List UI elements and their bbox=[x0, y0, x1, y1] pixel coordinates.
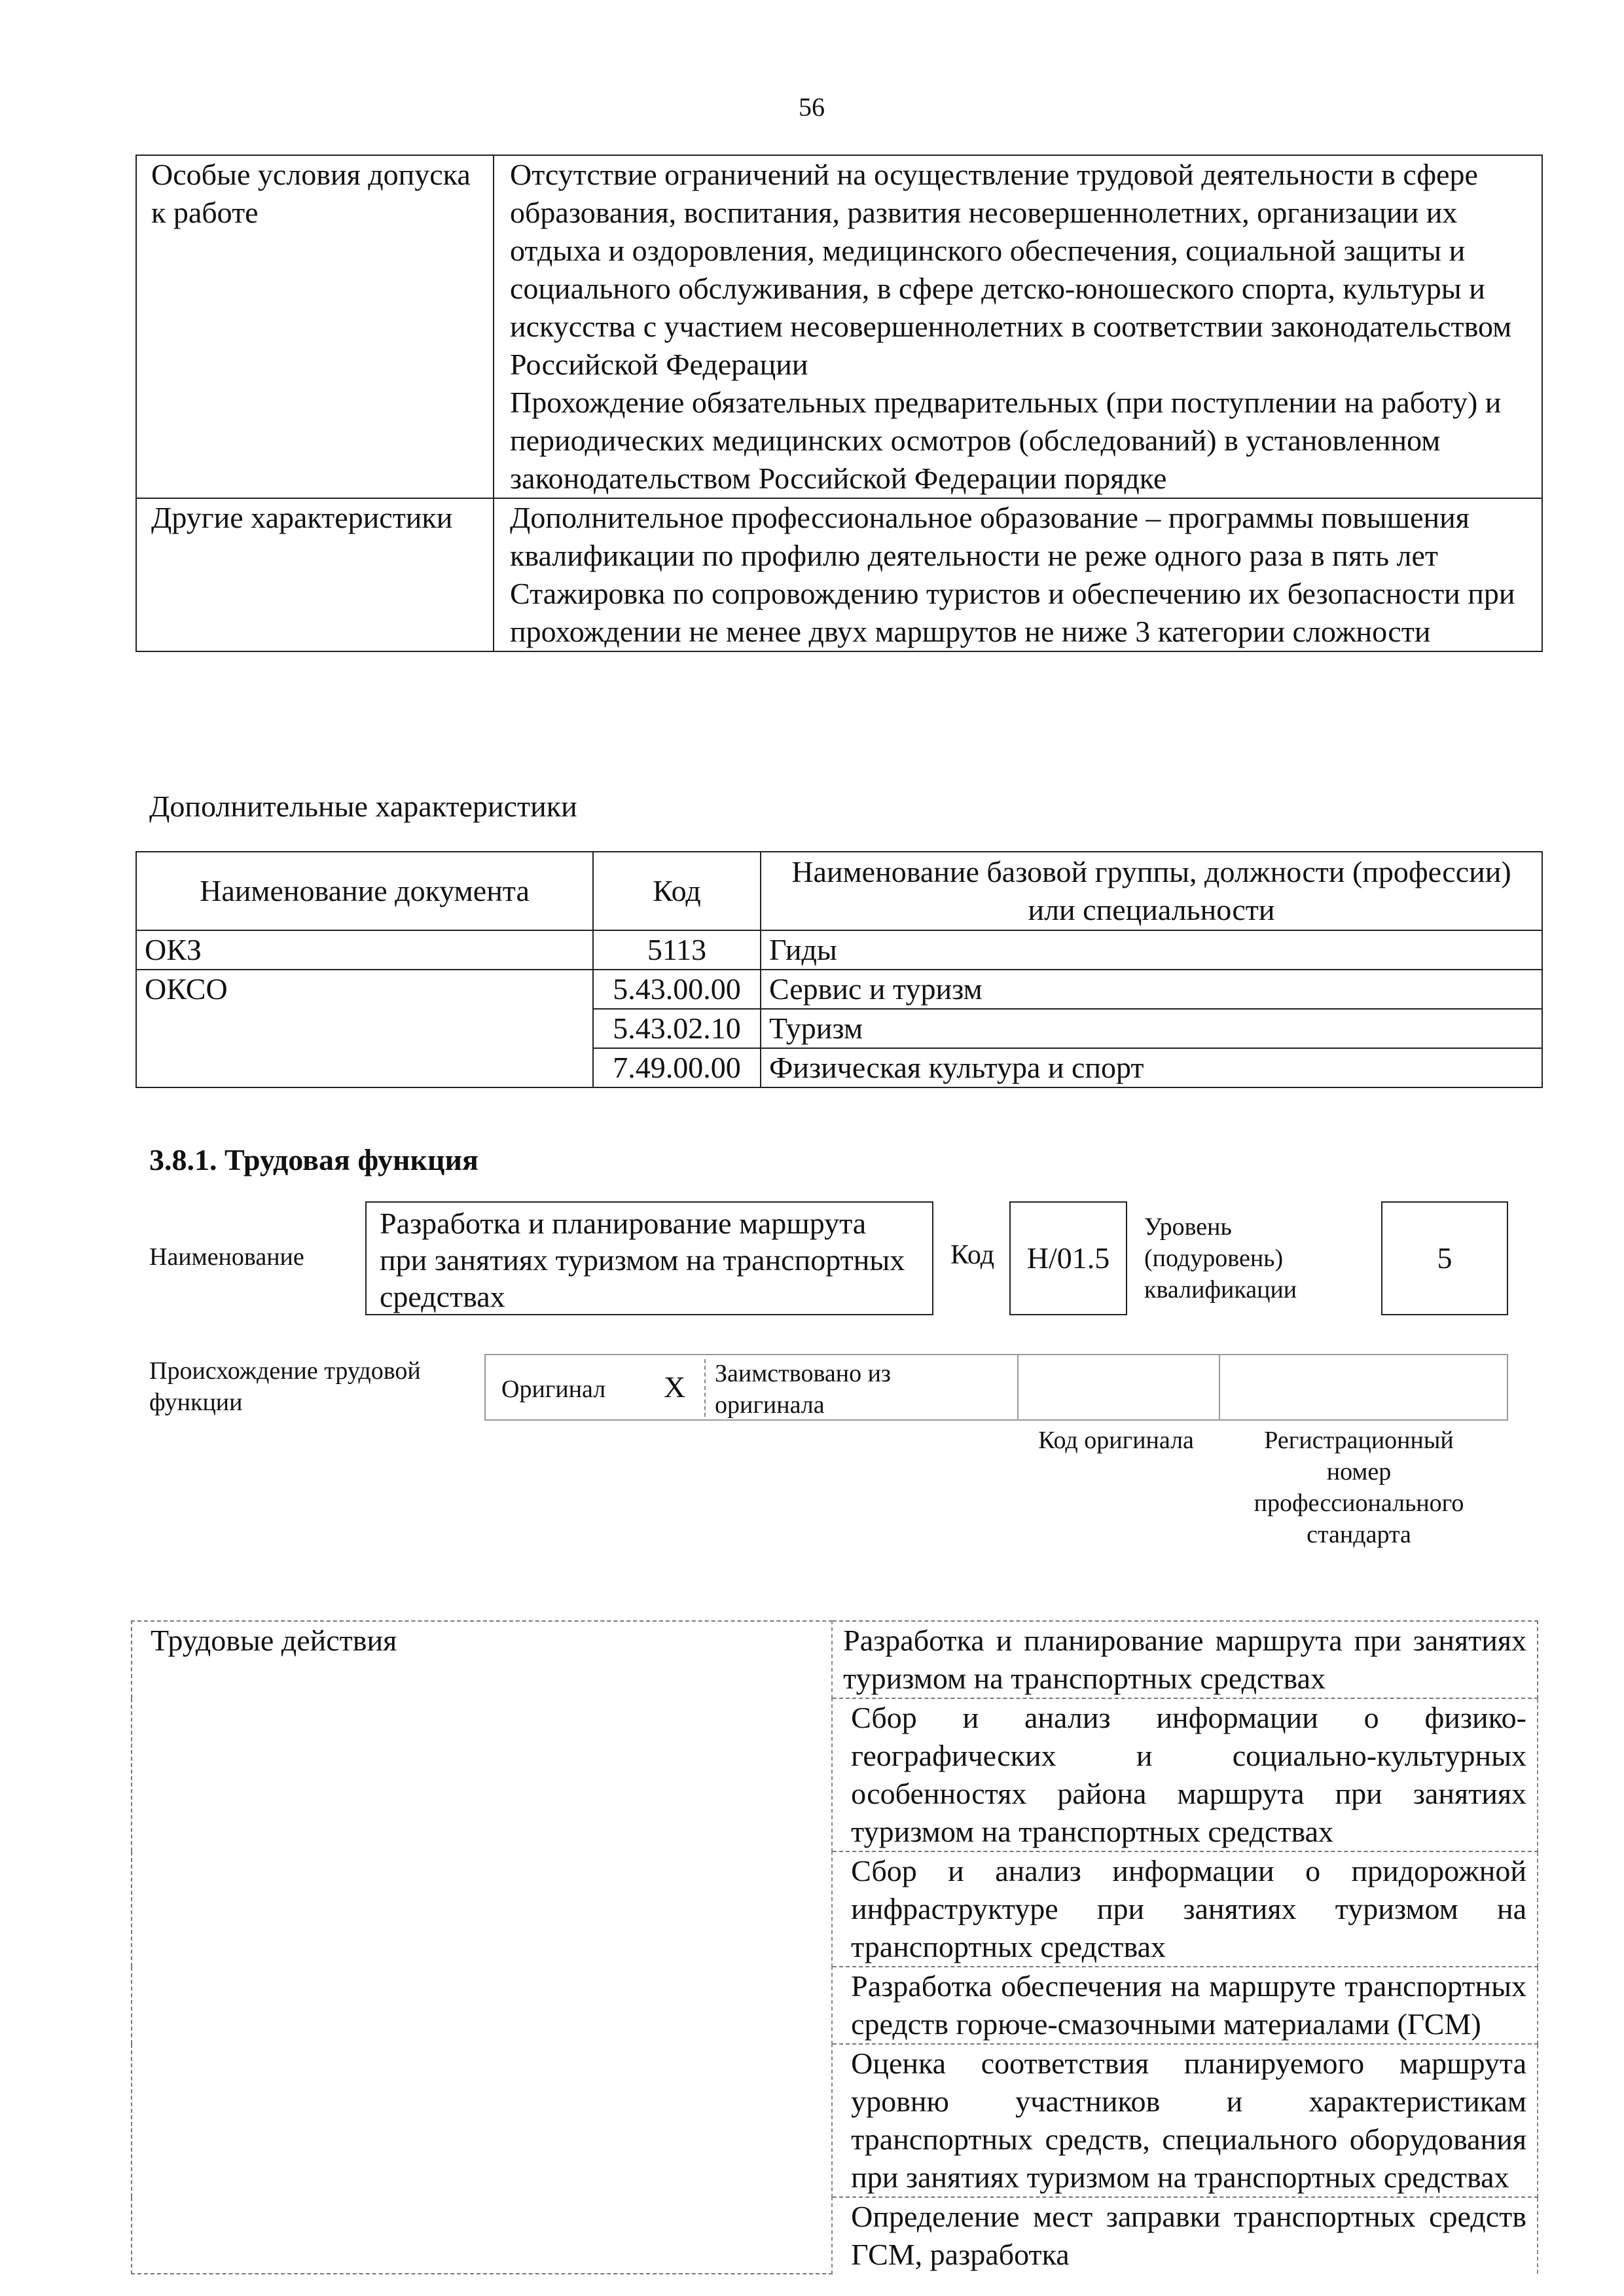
row-content bbox=[494, 155, 1542, 498]
table-row bbox=[136, 498, 1542, 651]
name-cell: Гиды bbox=[761, 930, 1542, 970]
column-header: Наименование базовой группы, должности (профессии) или специальности bbox=[761, 852, 1542, 930]
origin-box bbox=[484, 1354, 1508, 1421]
action-item: Сбор и анализ информации о физико-географических и социально-культурных особенностях района маршрута при занятиях туризмом на транспортных средствах bbox=[832, 1698, 1538, 1851]
action-item: Разработка и планирование маршрута при занятиях туризмом на транспортных средствах bbox=[832, 1621, 1538, 1698]
classifier-table bbox=[135, 851, 1543, 1088]
actions-label: Трудовые действия bbox=[132, 1621, 832, 2274]
action-item: Оценка соответствия планируемого маршрута уровню участников и характеристикам транспортных средств, специального оборудования при занятиях туризмом на транспортных средствах bbox=[832, 2044, 1538, 2197]
code-original-label: Код оригинала bbox=[1038, 1427, 1194, 1454]
table-row bbox=[136, 930, 1542, 970]
code-cell: 5113 bbox=[593, 930, 761, 970]
borrowed-label: Заимствовано из оригинала bbox=[715, 1360, 891, 1419]
original-mark: X bbox=[664, 1370, 686, 1404]
paragraph: Стажировка по сопровождению туристов и обеспечению их безопасности при прохождении не менее двух маршрутов не ниже 3 категории сложности bbox=[510, 577, 1515, 648]
code-label: Код bbox=[950, 1240, 995, 1270]
paragraph: Прохождение обязательных предварительных (при поступлении на работу) и периодических медицинских осмотров (обследований) в установленном законодательством Российской Федерации порядке bbox=[510, 386, 1502, 495]
row-label: Особые условия допуска к работе bbox=[136, 155, 494, 498]
divider bbox=[1017, 1355, 1019, 1421]
column-header: Наименование документа bbox=[136, 852, 593, 930]
paragraph: Отсутствие ограничений на осуществление трудовой деятельности в сфере образования, воспитания, развития несовершеннолетних, организации их отдыха и оздоровления, медицинского обеспечения, социальной защиты и социального обслуживания, в сфере детско-юношеского спорта, культуры и искусства с участием несовершеннолетних в соответствии законодательством Российской Федерации bbox=[510, 158, 1512, 381]
reg-number-label: Регистрационный номер профессионального стандарта bbox=[1254, 1427, 1464, 1548]
level-value-box: 5 bbox=[1381, 1201, 1508, 1315]
table-header-row bbox=[136, 852, 1542, 930]
origin-label: Происхождение трудовой функции bbox=[149, 1357, 421, 1416]
paragraph: Дополнительное профессиональное образование – программы повышения квалификации по профилю деятельности не реже одного раза в пять лет bbox=[510, 501, 1470, 572]
name-cell: Физическая культура и спорт bbox=[761, 1048, 1542, 1087]
row-label: Другие характеристики bbox=[136, 498, 494, 651]
action-item: Сбор и анализ информации о придорожной инфраструктуре при занятиях туризмом на транспортных средствах bbox=[832, 1851, 1538, 1967]
name-label: Наименование bbox=[149, 1243, 304, 1271]
code-cell: 5.43.02.10 bbox=[593, 1009, 761, 1048]
divider bbox=[1219, 1355, 1220, 1421]
doc-cell: ОКСО bbox=[136, 970, 593, 1087]
table-row bbox=[132, 1621, 1538, 1698]
additional-heading: Дополнительные характеристики bbox=[149, 790, 577, 823]
conditions-table bbox=[135, 155, 1543, 652]
code-cell: 5.43.00.00 bbox=[593, 970, 761, 1009]
page-number: 56 bbox=[799, 92, 825, 122]
actions-table bbox=[131, 1620, 1538, 2274]
code-cell: 7.49.00.00 bbox=[593, 1048, 761, 1087]
table-row bbox=[136, 970, 1542, 1009]
function-name-box: Разработка и планирование маршрута при занятиях туризмом на транспортных средствах bbox=[365, 1201, 933, 1315]
divider bbox=[704, 1359, 706, 1417]
section-title: 3.8.1. Трудовая функция bbox=[149, 1143, 478, 1176]
doc-cell: ОКЗ bbox=[136, 930, 593, 970]
row-content bbox=[494, 498, 1542, 651]
name-cell: Сервис и туризм bbox=[761, 970, 1542, 1009]
column-header: Код bbox=[593, 852, 761, 930]
level-label: Уровень (подуровень) квалификации bbox=[1144, 1213, 1297, 1303]
original-label: Оригинал bbox=[501, 1376, 606, 1403]
action-item: Разработка обеспечения на маршруте транспортных средств горюче-смазочными материалами (ГСМ) bbox=[832, 1967, 1538, 2044]
action-item: Определение мест заправки транспортных средств ГСМ, разработка bbox=[832, 2197, 1538, 2274]
name-cell: Туризм bbox=[761, 1009, 1542, 1048]
code-value-box: H/01.5 bbox=[1009, 1201, 1127, 1315]
table-row bbox=[136, 155, 1542, 498]
